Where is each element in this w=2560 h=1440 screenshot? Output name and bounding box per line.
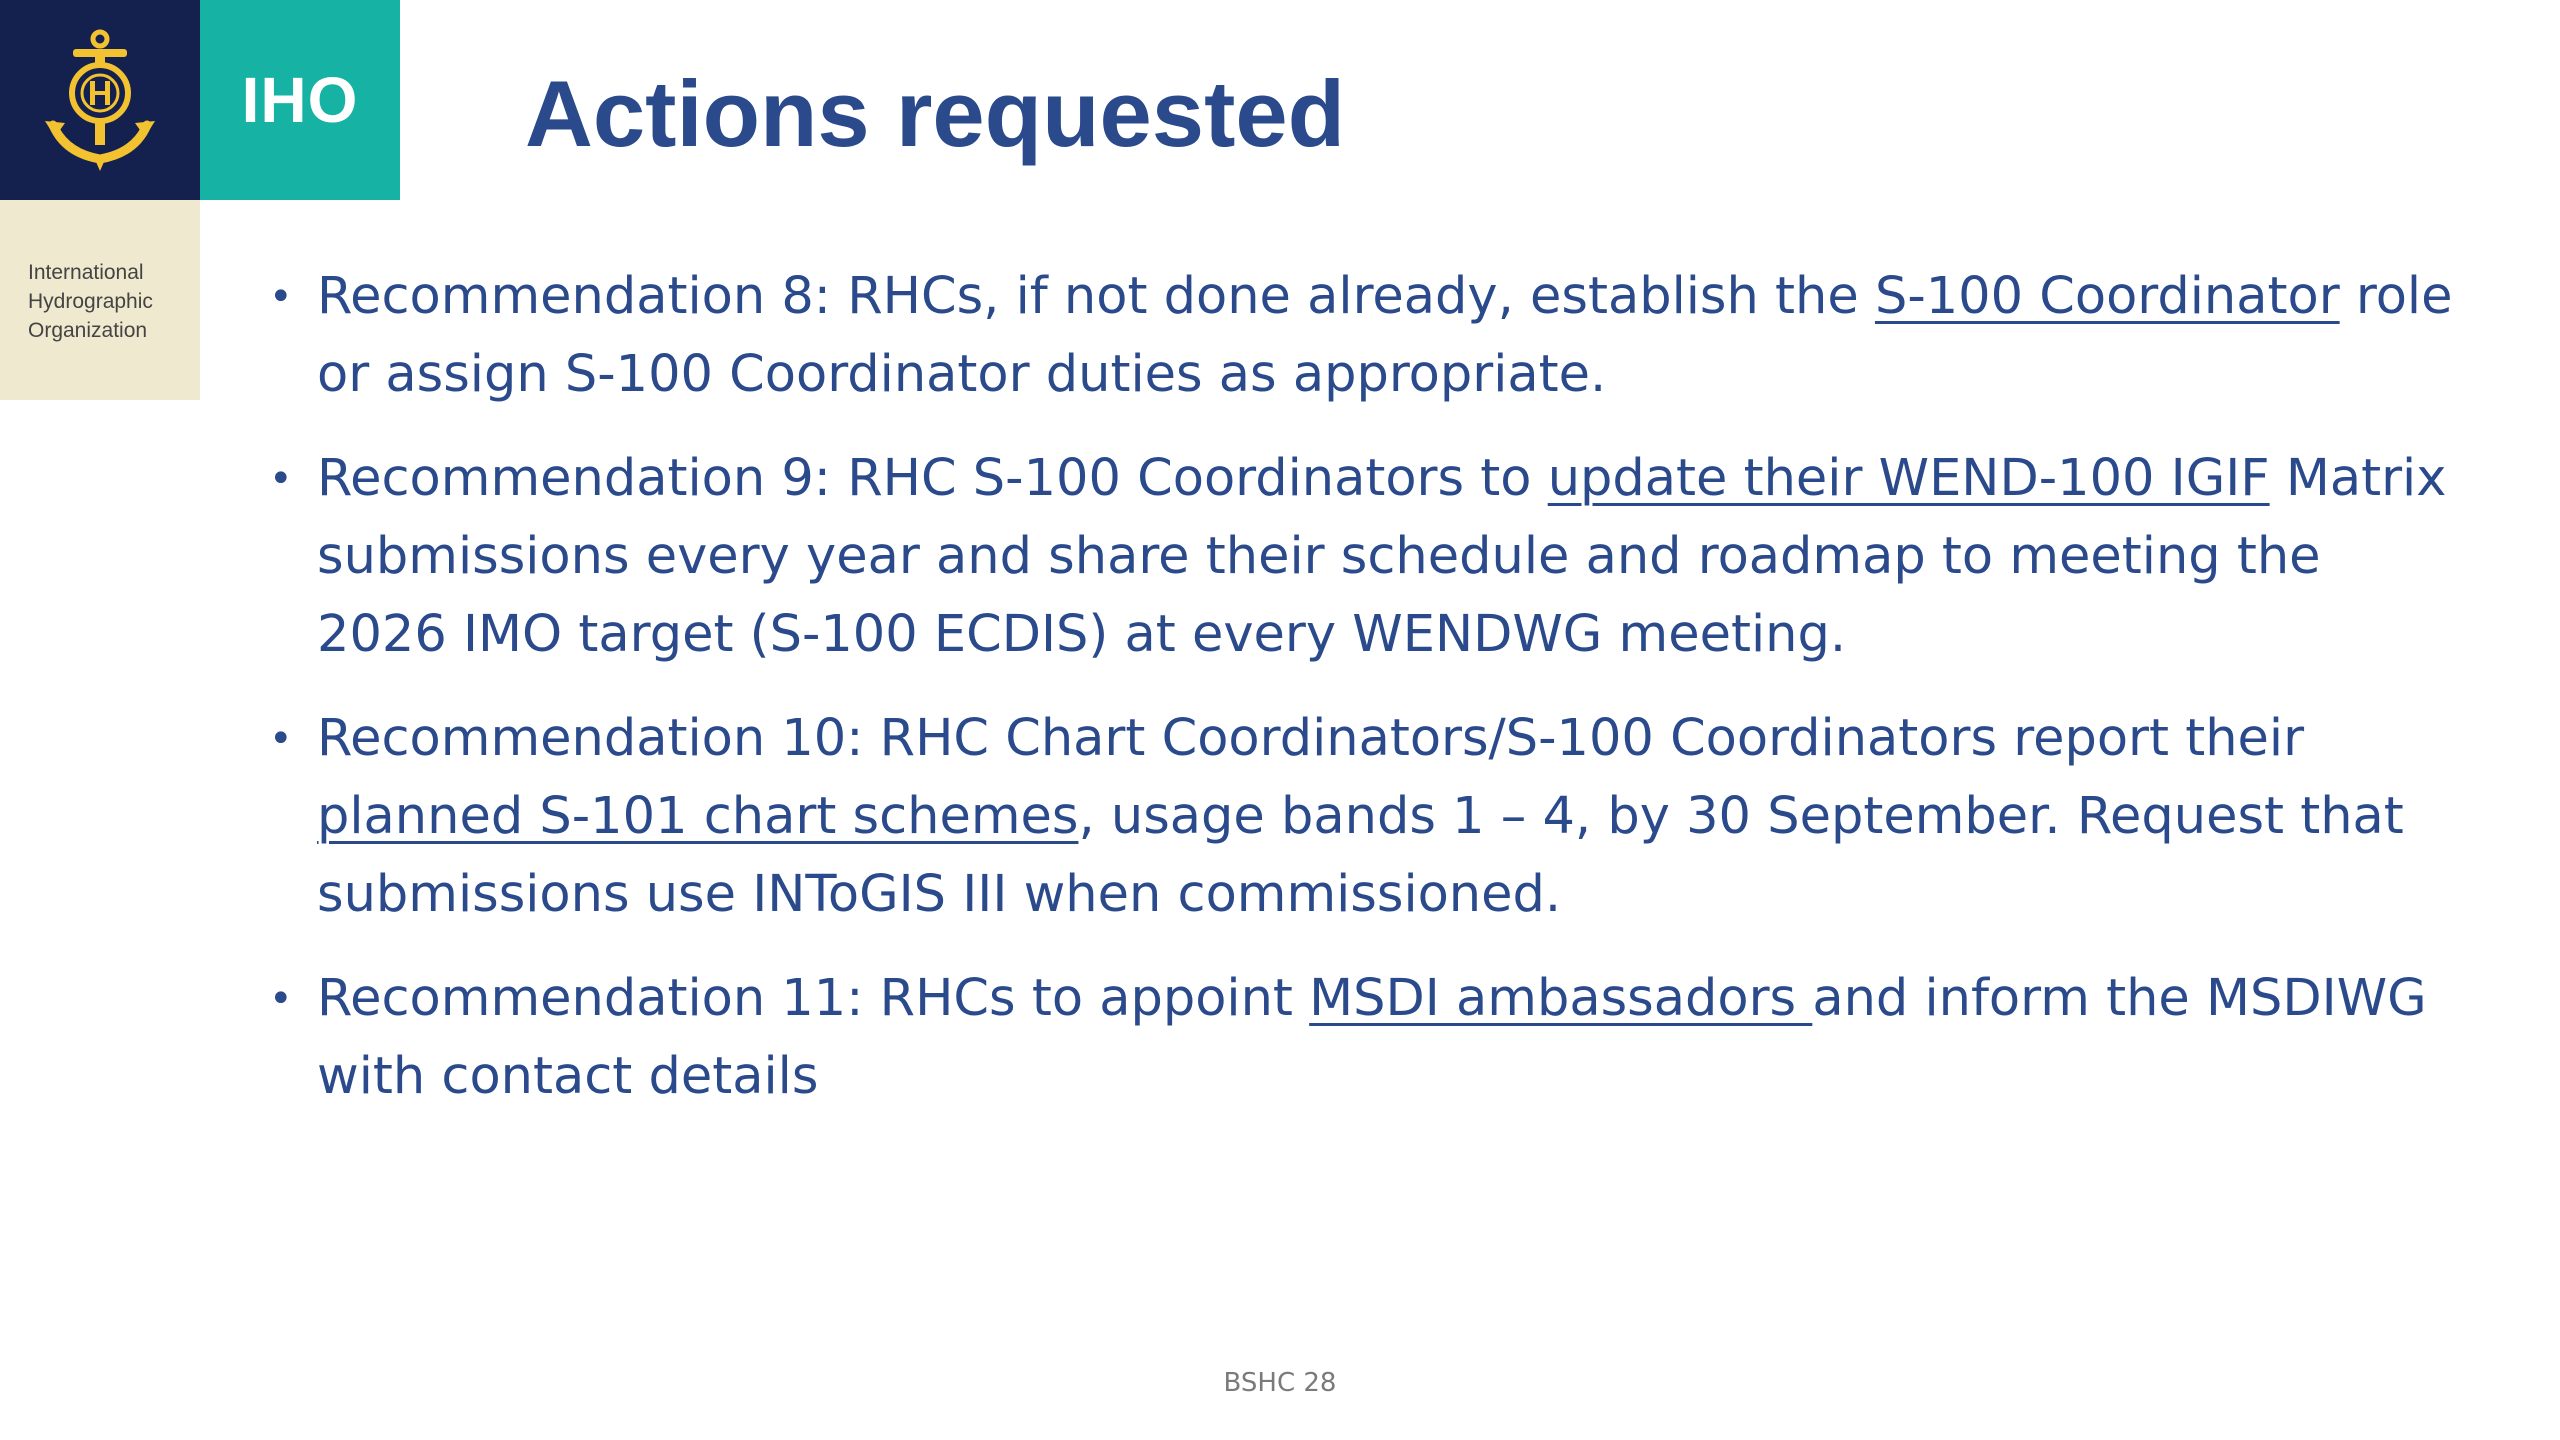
- bullet-icon: •: [269, 456, 293, 502]
- logo-emblem-block: [0, 0, 200, 200]
- recommendation-text: Matrix submissions every year and share their schedule and roadmap to meeting the 2026 IMO target (S-100 ECDIS) at every WENDWG meeting.: [317, 449, 2447, 664]
- recommendation-text: Recommendation 10: RHC Chart Coordinators/S-100 Coordinators report their: [317, 709, 2305, 768]
- recommendation-text: , usage bands 1 – 4, by 30 September. Request that submissions use INToGIS III when commissioned.: [317, 787, 2404, 924]
- bullet-icon: •: [269, 274, 293, 320]
- recommendation-text: and inform the MSDIWG with contact details: [317, 969, 2427, 1106]
- logo-acronym: IHO: [241, 64, 359, 136]
- slide-title: Actions requested: [525, 61, 1346, 166]
- iho-anchor-emblem-icon: [35, 25, 165, 175]
- recommendation-link[interactable]: S-100 Coordinator: [1874, 267, 2340, 326]
- slide-footer: BSHC 28: [1223, 1368, 1337, 1398]
- recommendations-list: [265, 258, 2465, 1142]
- bullet-icon: •: [269, 976, 293, 1022]
- recommendation-item: [265, 440, 2465, 674]
- recommendation-link[interactable]: update their WEND-100 IGIF: [1547, 449, 2270, 508]
- recommendation-text: Recommendation 8: RHCs, if not done already, establish the: [317, 267, 1875, 326]
- recommendation-text: Recommendation 11: RHCs to appoint: [317, 969, 1310, 1028]
- recommendation-text: role or assign S-100 Coordinator duties as appropriate.: [317, 267, 2453, 404]
- recommendation-link[interactable]: planned S-101 chart schemes: [317, 787, 1079, 846]
- logo-org-block: [0, 200, 200, 400]
- logo-acronym-block: [200, 0, 400, 200]
- bullet-icon: •: [269, 716, 293, 762]
- recommendation-text: Recommendation 9: RHC S-100 Coordinators to: [317, 449, 1548, 508]
- recommendation-item: [265, 258, 2465, 414]
- recommendation-item: [265, 960, 2465, 1116]
- recommendation-item: [265, 700, 2465, 934]
- recommendation-link[interactable]: MSDI ambassadors: [1309, 969, 1813, 1028]
- organization-name: International Hydrographic Organization: [28, 261, 153, 342]
